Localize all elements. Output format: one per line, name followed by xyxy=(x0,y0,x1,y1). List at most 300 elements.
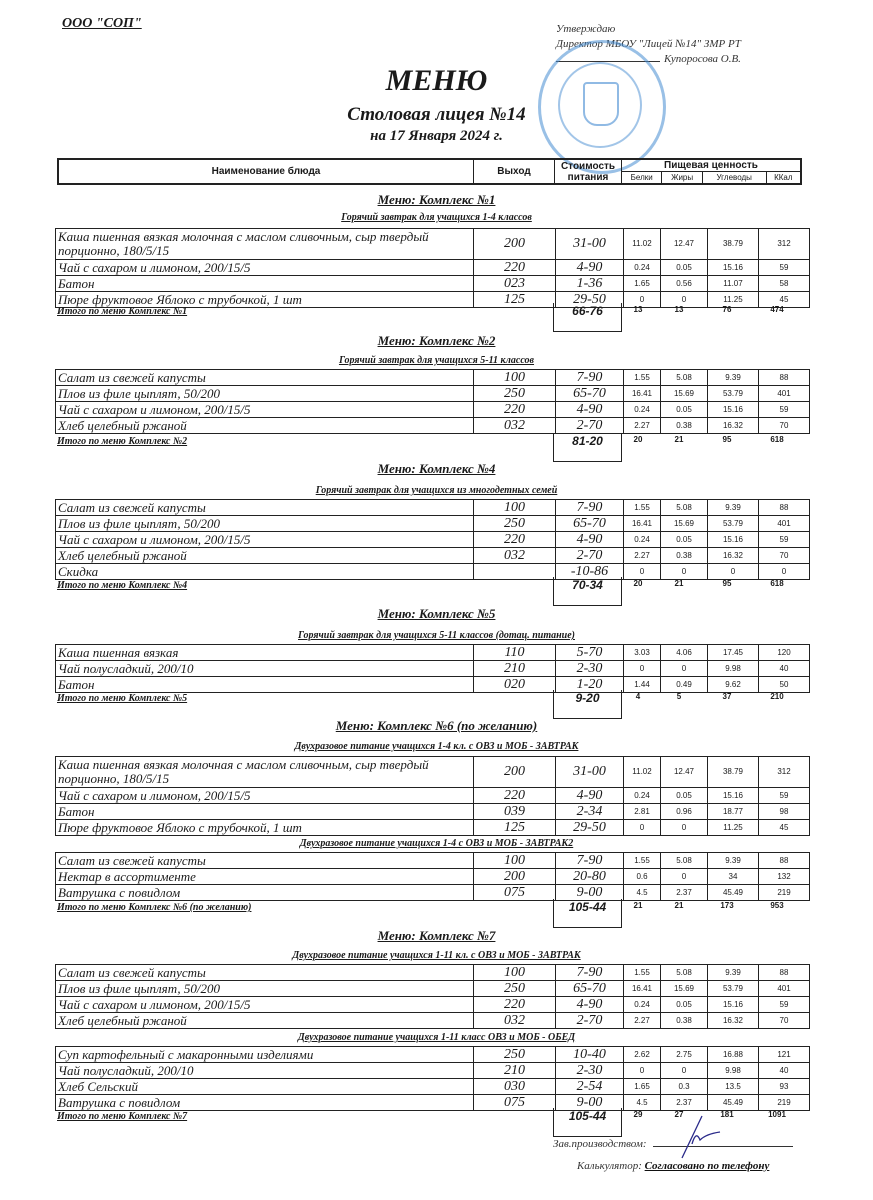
dish-kcal: 59 xyxy=(759,260,810,276)
dish-kcal: 93 xyxy=(759,1079,810,1095)
total-label: Итого по меню Комплекс №5 xyxy=(57,693,188,704)
dish-fat: 0.05 xyxy=(661,997,708,1013)
dish-protein: 1.65 xyxy=(624,1079,661,1095)
col-output: Выход xyxy=(474,159,555,184)
menu-table xyxy=(55,1046,810,1111)
approval-line-3: Купоросова О.В. xyxy=(664,53,741,65)
dish-fat: 0 xyxy=(661,661,708,677)
col-carbs: Углеводы xyxy=(702,172,766,185)
dish-output: 100 xyxy=(474,500,556,516)
dish-kcal: 70 xyxy=(759,418,810,434)
dish-output: 125 xyxy=(474,292,556,308)
dish-output: 220 xyxy=(474,997,556,1013)
dish-carbs: 9.98 xyxy=(708,1063,759,1079)
group-subtitle: Двухразовое питание учащихся 1-11 класс ОВЗ и МОБ - ОБЕД xyxy=(297,1032,576,1043)
signature-scribble-icon xyxy=(680,1110,740,1160)
dish-protein: 2.27 xyxy=(624,548,661,564)
dish-protein: 1.55 xyxy=(624,500,661,516)
dish-price: 7-90 xyxy=(556,500,624,516)
dish-fat: 0.38 xyxy=(661,1013,708,1029)
total-fat: 13 xyxy=(674,305,684,314)
section-title: Меню: Комплекс №7 xyxy=(377,928,496,943)
total-label: Итого по меню Комплекс №1 xyxy=(57,306,188,317)
dish-output: 100 xyxy=(474,853,556,869)
dish-name: Салат из свежей капусты xyxy=(56,853,474,869)
dish-output: 250 xyxy=(474,1047,556,1063)
dish-protein: 0 xyxy=(624,661,661,677)
dish-output: 250 xyxy=(474,516,556,532)
table-row xyxy=(56,820,810,836)
dish-output: 220 xyxy=(474,260,556,276)
col-price: Стоимость питания xyxy=(555,159,622,184)
table-row xyxy=(56,965,810,981)
dish-output: 020 xyxy=(474,677,556,693)
dish-price: 9-00 xyxy=(556,885,624,901)
table-row xyxy=(56,853,810,869)
total-carbs: 173 xyxy=(720,901,734,910)
total-protein: 21 xyxy=(633,901,643,910)
dish-protein: 0.24 xyxy=(624,532,661,548)
dish-price: 31-00 xyxy=(556,757,624,788)
dish-carbs: 18.77 xyxy=(708,804,759,820)
table-row xyxy=(56,564,810,580)
dish-fat: 5.08 xyxy=(661,370,708,386)
dish-kcal: 40 xyxy=(759,1063,810,1079)
dish-fat: 2.37 xyxy=(661,885,708,901)
group-subtitle: Горячий завтрак для учащихся 5-11 классов (дотац. питание) xyxy=(298,630,575,641)
dish-fat: 0.05 xyxy=(661,402,708,418)
dish-price: 65-70 xyxy=(556,386,624,402)
total-fat: 21 xyxy=(674,901,684,910)
dish-kcal: 58 xyxy=(759,276,810,292)
total-label: Итого по меню Комплекс №6 (по желанию) xyxy=(57,902,252,913)
dish-fat: 15.69 xyxy=(661,516,708,532)
dish-kcal: 88 xyxy=(759,965,810,981)
dish-name: Салат из свежей капусты xyxy=(56,500,474,516)
table-row xyxy=(56,402,810,418)
dish-price: 2-30 xyxy=(556,1063,624,1079)
dish-name: Салат из свежей капусты xyxy=(56,370,474,386)
dish-output: 200 xyxy=(474,229,556,260)
dish-name: Хлеб целебный ржаной xyxy=(56,548,474,564)
dish-name: Пюре фруктовое Яблоко с трубочкой, 1 шт xyxy=(56,820,474,836)
dish-kcal: 70 xyxy=(759,548,810,564)
total-carbs: 37 xyxy=(722,692,732,701)
table-row xyxy=(56,532,810,548)
dish-name: Чай с сахаром и лимоном, 200/15/5 xyxy=(56,402,474,418)
dish-protein: 1.44 xyxy=(624,677,661,693)
table-row xyxy=(56,1079,810,1095)
section-title: Меню: Комплекс №4 xyxy=(377,461,496,476)
total-kcal: 618 xyxy=(770,579,784,588)
table-row xyxy=(56,885,810,901)
total-price: 105-44 xyxy=(553,899,622,928)
dish-protein: 2.62 xyxy=(624,1047,661,1063)
dish-carbs: 16.88 xyxy=(708,1047,759,1063)
table-row xyxy=(56,981,810,997)
dish-name: Ватрушка с повидлом xyxy=(56,1095,474,1111)
dish-kcal: 88 xyxy=(759,370,810,386)
dish-fat: 0 xyxy=(661,292,708,308)
dish-price: 2-54 xyxy=(556,1079,624,1095)
dish-name: Чай с сахаром и лимоном, 200/15/5 xyxy=(56,532,474,548)
dish-protein: 11.02 xyxy=(624,229,661,260)
dish-protein: 0 xyxy=(624,820,661,836)
dish-fat: 0.56 xyxy=(661,276,708,292)
col-protein: Белки xyxy=(622,172,662,185)
dish-name: Хлеб целебный ржаной xyxy=(56,418,474,434)
dish-fat: 0.38 xyxy=(661,548,708,564)
menu-table xyxy=(55,369,810,434)
table-row xyxy=(56,1013,810,1029)
table-row xyxy=(56,1063,810,1079)
total-fat: 27 xyxy=(674,1110,684,1119)
dish-kcal: 312 xyxy=(759,757,810,788)
dish-protein: 0.24 xyxy=(624,997,661,1013)
table-row xyxy=(56,677,810,693)
dish-carbs: 17.45 xyxy=(708,645,759,661)
total-label: Итого по меню Комплекс №7 xyxy=(57,1111,188,1122)
dish-carbs: 34 xyxy=(708,869,759,885)
dish-carbs: 13.5 xyxy=(708,1079,759,1095)
dish-protein: 11.02 xyxy=(624,757,661,788)
dish-output: 039 xyxy=(474,804,556,820)
dish-price: 20-80 xyxy=(556,869,624,885)
dish-price: 29-50 xyxy=(556,820,624,836)
dish-fat: 0 xyxy=(661,564,708,580)
dish-carbs: 9.62 xyxy=(708,677,759,693)
dish-name: Батон xyxy=(56,276,474,292)
dish-output: 110 xyxy=(474,645,556,661)
dish-fat: 5.08 xyxy=(661,965,708,981)
dish-output: 100 xyxy=(474,370,556,386)
dish-fat: 0 xyxy=(661,869,708,885)
approval-line-2: Директор МБОУ "Лицей №14" ЗМР РТ xyxy=(556,38,741,50)
total-price: 105-44 xyxy=(553,1108,622,1137)
table-row xyxy=(56,804,810,820)
dish-price: 9-00 xyxy=(556,1095,624,1111)
group-subtitle: Двухразовое питание учащихся 1-4 с ОВЗ и МОБ - ЗАВТРАК2 xyxy=(299,838,574,849)
page-title: МЕНЮ xyxy=(385,64,488,97)
dish-name: Салат из свежей капусты xyxy=(56,965,474,981)
dish-carbs: 38.79 xyxy=(708,757,759,788)
total-carbs: 76 xyxy=(722,305,732,314)
dish-kcal: 219 xyxy=(759,885,810,901)
menu-table xyxy=(55,852,810,901)
dish-name: Каша пшенная вязкая молочная с маслом сливочным, сыр твердый порционно, 180/5/15 xyxy=(56,229,474,260)
dish-name: Чай полусладкий, 200/10 xyxy=(56,661,474,677)
table-row xyxy=(56,1047,810,1063)
table-row xyxy=(56,418,810,434)
approval-line-1: Утверждаю xyxy=(556,23,616,35)
dish-price: 7-90 xyxy=(556,370,624,386)
dish-protein: 16.41 xyxy=(624,516,661,532)
dish-carbs: 9.39 xyxy=(708,853,759,869)
table-row xyxy=(56,229,810,260)
section-title: Меню: Комплекс №2 xyxy=(377,333,496,348)
dish-name: Плов из филе цыплят, 50/200 xyxy=(56,516,474,532)
dish-kcal: 120 xyxy=(759,645,810,661)
dish-protein: 0 xyxy=(624,292,661,308)
group-subtitle: Двухразовое питание учащихся 1-11 кл. с ОВЗ и МОБ - ЗАВТРАК xyxy=(292,950,581,961)
dish-protein: 1.55 xyxy=(624,370,661,386)
dish-price: 7-90 xyxy=(556,853,624,869)
dish-name: Ватрушка с повидлом xyxy=(56,885,474,901)
dish-fat: 12.47 xyxy=(661,757,708,788)
dish-output: 032 xyxy=(474,548,556,564)
dish-fat: 4.06 xyxy=(661,645,708,661)
col-kcal: ККал xyxy=(766,172,801,185)
dish-kcal: 219 xyxy=(759,1095,810,1111)
total-label: Итого по меню Комплекс №2 xyxy=(57,436,188,447)
dish-kcal: 45 xyxy=(759,292,810,308)
dish-fat: 0.3 xyxy=(661,1079,708,1095)
dish-protein: 1.55 xyxy=(624,965,661,981)
table-row xyxy=(56,370,810,386)
dish-kcal: 88 xyxy=(759,500,810,516)
total-price: 70-34 xyxy=(553,577,622,606)
col-fat: Жиры xyxy=(662,172,702,185)
dish-protein: 3.03 xyxy=(624,645,661,661)
dish-carbs: 38.79 xyxy=(708,229,759,260)
dish-output: 030 xyxy=(474,1079,556,1095)
dish-price: 2-70 xyxy=(556,418,624,434)
dish-kcal: 40 xyxy=(759,661,810,677)
dish-name: Батон xyxy=(56,804,474,820)
group-subtitle: Горячий завтрак для учащихся из многодетных семей xyxy=(315,485,558,496)
dish-carbs: 16.32 xyxy=(708,1013,759,1029)
total-protein: 4 xyxy=(635,692,641,701)
dish-kcal: 70 xyxy=(759,1013,810,1029)
table-row xyxy=(56,757,810,788)
section-title: Меню: Комплекс №5 xyxy=(377,606,496,621)
organization-name: ООО "СОП" xyxy=(62,16,142,31)
group-subtitle: Горячий завтрак для учащихся 5-11 классов xyxy=(338,355,535,366)
dish-kcal: 59 xyxy=(759,788,810,804)
dish-price: 1-20 xyxy=(556,677,624,693)
dish-output: 250 xyxy=(474,386,556,402)
total-kcal: 210 xyxy=(770,692,784,701)
dish-output: 125 xyxy=(474,820,556,836)
menu-table xyxy=(55,644,810,693)
dish-price: 2-34 xyxy=(556,804,624,820)
dish-output xyxy=(474,564,556,580)
total-fat: 21 xyxy=(674,435,684,444)
dish-output: 220 xyxy=(474,402,556,418)
dish-kcal: 88 xyxy=(759,853,810,869)
total-kcal: 1091 xyxy=(768,1110,786,1119)
dish-fat: 15.69 xyxy=(661,386,708,402)
dish-price: 5-70 xyxy=(556,645,624,661)
dish-protein: 2.81 xyxy=(624,804,661,820)
total-carbs: 95 xyxy=(722,579,732,588)
dish-protein: 0 xyxy=(624,564,661,580)
dish-output: 023 xyxy=(474,276,556,292)
dish-output: 220 xyxy=(474,532,556,548)
dish-protein: 2.27 xyxy=(624,418,661,434)
dish-carbs: 9.39 xyxy=(708,965,759,981)
calculator-signature xyxy=(577,1160,769,1172)
dish-kcal: 401 xyxy=(759,386,810,402)
dish-kcal: 59 xyxy=(759,402,810,418)
dish-kcal: 45 xyxy=(759,820,810,836)
dish-name: Нектар в ассортименте xyxy=(56,869,474,885)
dish-output: 032 xyxy=(474,1013,556,1029)
dish-kcal: 98 xyxy=(759,804,810,820)
dish-fat: 15.69 xyxy=(661,981,708,997)
dish-fat: 0 xyxy=(661,1063,708,1079)
group-subtitle: Горячий завтрак для учащихся 1-4 классов xyxy=(341,212,532,223)
table-row xyxy=(56,386,810,402)
menu-date: на 17 Января 2024 г. xyxy=(370,128,503,144)
table-row xyxy=(56,869,810,885)
total-price: 9-20 xyxy=(553,690,622,719)
col-dish: Наименование блюда xyxy=(58,159,474,184)
dish-fat: 0.38 xyxy=(661,418,708,434)
dish-carbs: 9.39 xyxy=(708,370,759,386)
table-row xyxy=(56,661,810,677)
dish-kcal: 50 xyxy=(759,677,810,693)
dish-price: 2-70 xyxy=(556,548,624,564)
dish-output: 250 xyxy=(474,981,556,997)
dish-name: Чай с сахаром и лимоном, 200/15/5 xyxy=(56,260,474,276)
dish-price: 65-70 xyxy=(556,516,624,532)
dish-protein: 4.5 xyxy=(624,885,661,901)
dish-protein: 0 xyxy=(624,1063,661,1079)
dish-price: 2-30 xyxy=(556,661,624,677)
dish-kcal: 401 xyxy=(759,981,810,997)
column-header-table xyxy=(57,158,802,185)
dish-output: 032 xyxy=(474,418,556,434)
dish-protein: 0.6 xyxy=(624,869,661,885)
dish-price: 4-90 xyxy=(556,788,624,804)
production-signature xyxy=(553,1138,793,1150)
dish-kcal: 121 xyxy=(759,1047,810,1063)
dish-price: 1-36 xyxy=(556,276,624,292)
dish-output: 075 xyxy=(474,885,556,901)
dish-fat: 5.08 xyxy=(661,853,708,869)
dish-name: Чай с сахаром и лимоном, 200/15/5 xyxy=(56,788,474,804)
dish-price: -10-86 xyxy=(556,564,624,580)
dish-carbs: 45.49 xyxy=(708,1095,759,1111)
table-row xyxy=(56,516,810,532)
dish-carbs: 15.16 xyxy=(708,260,759,276)
dish-output: 200 xyxy=(474,757,556,788)
dish-kcal: 59 xyxy=(759,997,810,1013)
dish-fat: 0.49 xyxy=(661,677,708,693)
total-fat: 21 xyxy=(674,579,684,588)
dish-protein: 16.41 xyxy=(624,981,661,997)
table-row xyxy=(56,276,810,292)
dish-kcal: 132 xyxy=(759,869,810,885)
dish-name: Пюре фруктовое Яблоко с трубочкой, 1 шт xyxy=(56,292,474,308)
dish-price: 4-90 xyxy=(556,997,624,1013)
dish-carbs: 45.49 xyxy=(708,885,759,901)
dish-output: 075 xyxy=(474,1095,556,1111)
dish-carbs: 11.25 xyxy=(708,292,759,308)
dish-protein: 0.24 xyxy=(624,260,661,276)
dish-protein: 2.27 xyxy=(624,1013,661,1029)
dish-output: 220 xyxy=(474,788,556,804)
dish-price: 2-70 xyxy=(556,1013,624,1029)
total-carbs: 95 xyxy=(722,435,732,444)
dish-output: 200 xyxy=(474,869,556,885)
dish-carbs: 15.16 xyxy=(708,532,759,548)
menu-table xyxy=(55,964,810,1029)
dish-carbs: 15.16 xyxy=(708,402,759,418)
calculator-value: Согласовано по телефону xyxy=(644,1160,770,1172)
page-subtitle: Столовая лицея №14 xyxy=(347,104,526,125)
total-carbs: 181 xyxy=(720,1110,734,1119)
dish-carbs: 0 xyxy=(708,564,759,580)
dish-name: Каша пшенная вязкая xyxy=(56,645,474,661)
section-title: Меню: Комплекс №1 xyxy=(377,192,496,207)
menu-table xyxy=(55,228,810,308)
dish-fat: 2.75 xyxy=(661,1047,708,1063)
total-protein: 13 xyxy=(633,305,643,314)
dish-name: Хлеб Сельский xyxy=(56,1079,474,1095)
dish-price: 29-50 xyxy=(556,292,624,308)
dish-kcal: 59 xyxy=(759,532,810,548)
dish-name: Суп картофельный с макаронными изделиями xyxy=(56,1047,474,1063)
dish-protein: 4.5 xyxy=(624,1095,661,1111)
col-nutrition: Пищевая ценность xyxy=(622,159,802,172)
dish-protein: 0.24 xyxy=(624,788,661,804)
dish-fat: 0.05 xyxy=(661,532,708,548)
group-subtitle: Двухразовое питание учащихся 1-4 кл. с ОВЗ и МОБ - ЗАВТРАК xyxy=(294,741,579,752)
dish-carbs: 11.07 xyxy=(708,276,759,292)
dish-price: 4-90 xyxy=(556,402,624,418)
table-row xyxy=(56,997,810,1013)
dish-name: Батон xyxy=(56,677,474,693)
dish-fat: 0.05 xyxy=(661,260,708,276)
dish-carbs: 9.39 xyxy=(708,500,759,516)
total-price: 81-20 xyxy=(553,433,622,462)
dish-fat: 0 xyxy=(661,820,708,836)
dish-protein: 1.55 xyxy=(624,853,661,869)
dish-output: 210 xyxy=(474,1063,556,1079)
total-fat: 5 xyxy=(676,692,682,701)
section-title: Меню: Комплекс №6 (по желанию) xyxy=(335,718,538,733)
dish-name: Чай с сахаром и лимоном, 200/15/5 xyxy=(56,997,474,1013)
dish-name: Плов из филе цыплят, 50/200 xyxy=(56,386,474,402)
total-kcal: 953 xyxy=(770,901,784,910)
total-kcal: 618 xyxy=(770,435,784,444)
total-protein: 20 xyxy=(633,579,643,588)
table-row xyxy=(56,548,810,564)
calculator-label: Калькулятор: xyxy=(577,1160,642,1172)
dish-price: 7-90 xyxy=(556,965,624,981)
dish-carbs: 53.79 xyxy=(708,516,759,532)
table-row xyxy=(56,260,810,276)
table-row xyxy=(56,500,810,516)
dish-carbs: 53.79 xyxy=(708,386,759,402)
table-row xyxy=(56,1095,810,1111)
dish-name: Скидка xyxy=(56,564,474,580)
total-price: 66-76 xyxy=(553,303,622,332)
dish-kcal: 401 xyxy=(759,516,810,532)
dish-output: 100 xyxy=(474,965,556,981)
menu-table xyxy=(55,499,810,580)
dish-price: 4-90 xyxy=(556,260,624,276)
dish-price: 31-00 xyxy=(556,229,624,260)
dish-carbs: 9.98 xyxy=(708,661,759,677)
total-protein: 29 xyxy=(633,1110,643,1119)
table-row xyxy=(56,645,810,661)
total-label: Итого по меню Комплекс №4 xyxy=(57,580,188,591)
dish-protein: 0.24 xyxy=(624,402,661,418)
dish-carbs: 16.32 xyxy=(708,548,759,564)
